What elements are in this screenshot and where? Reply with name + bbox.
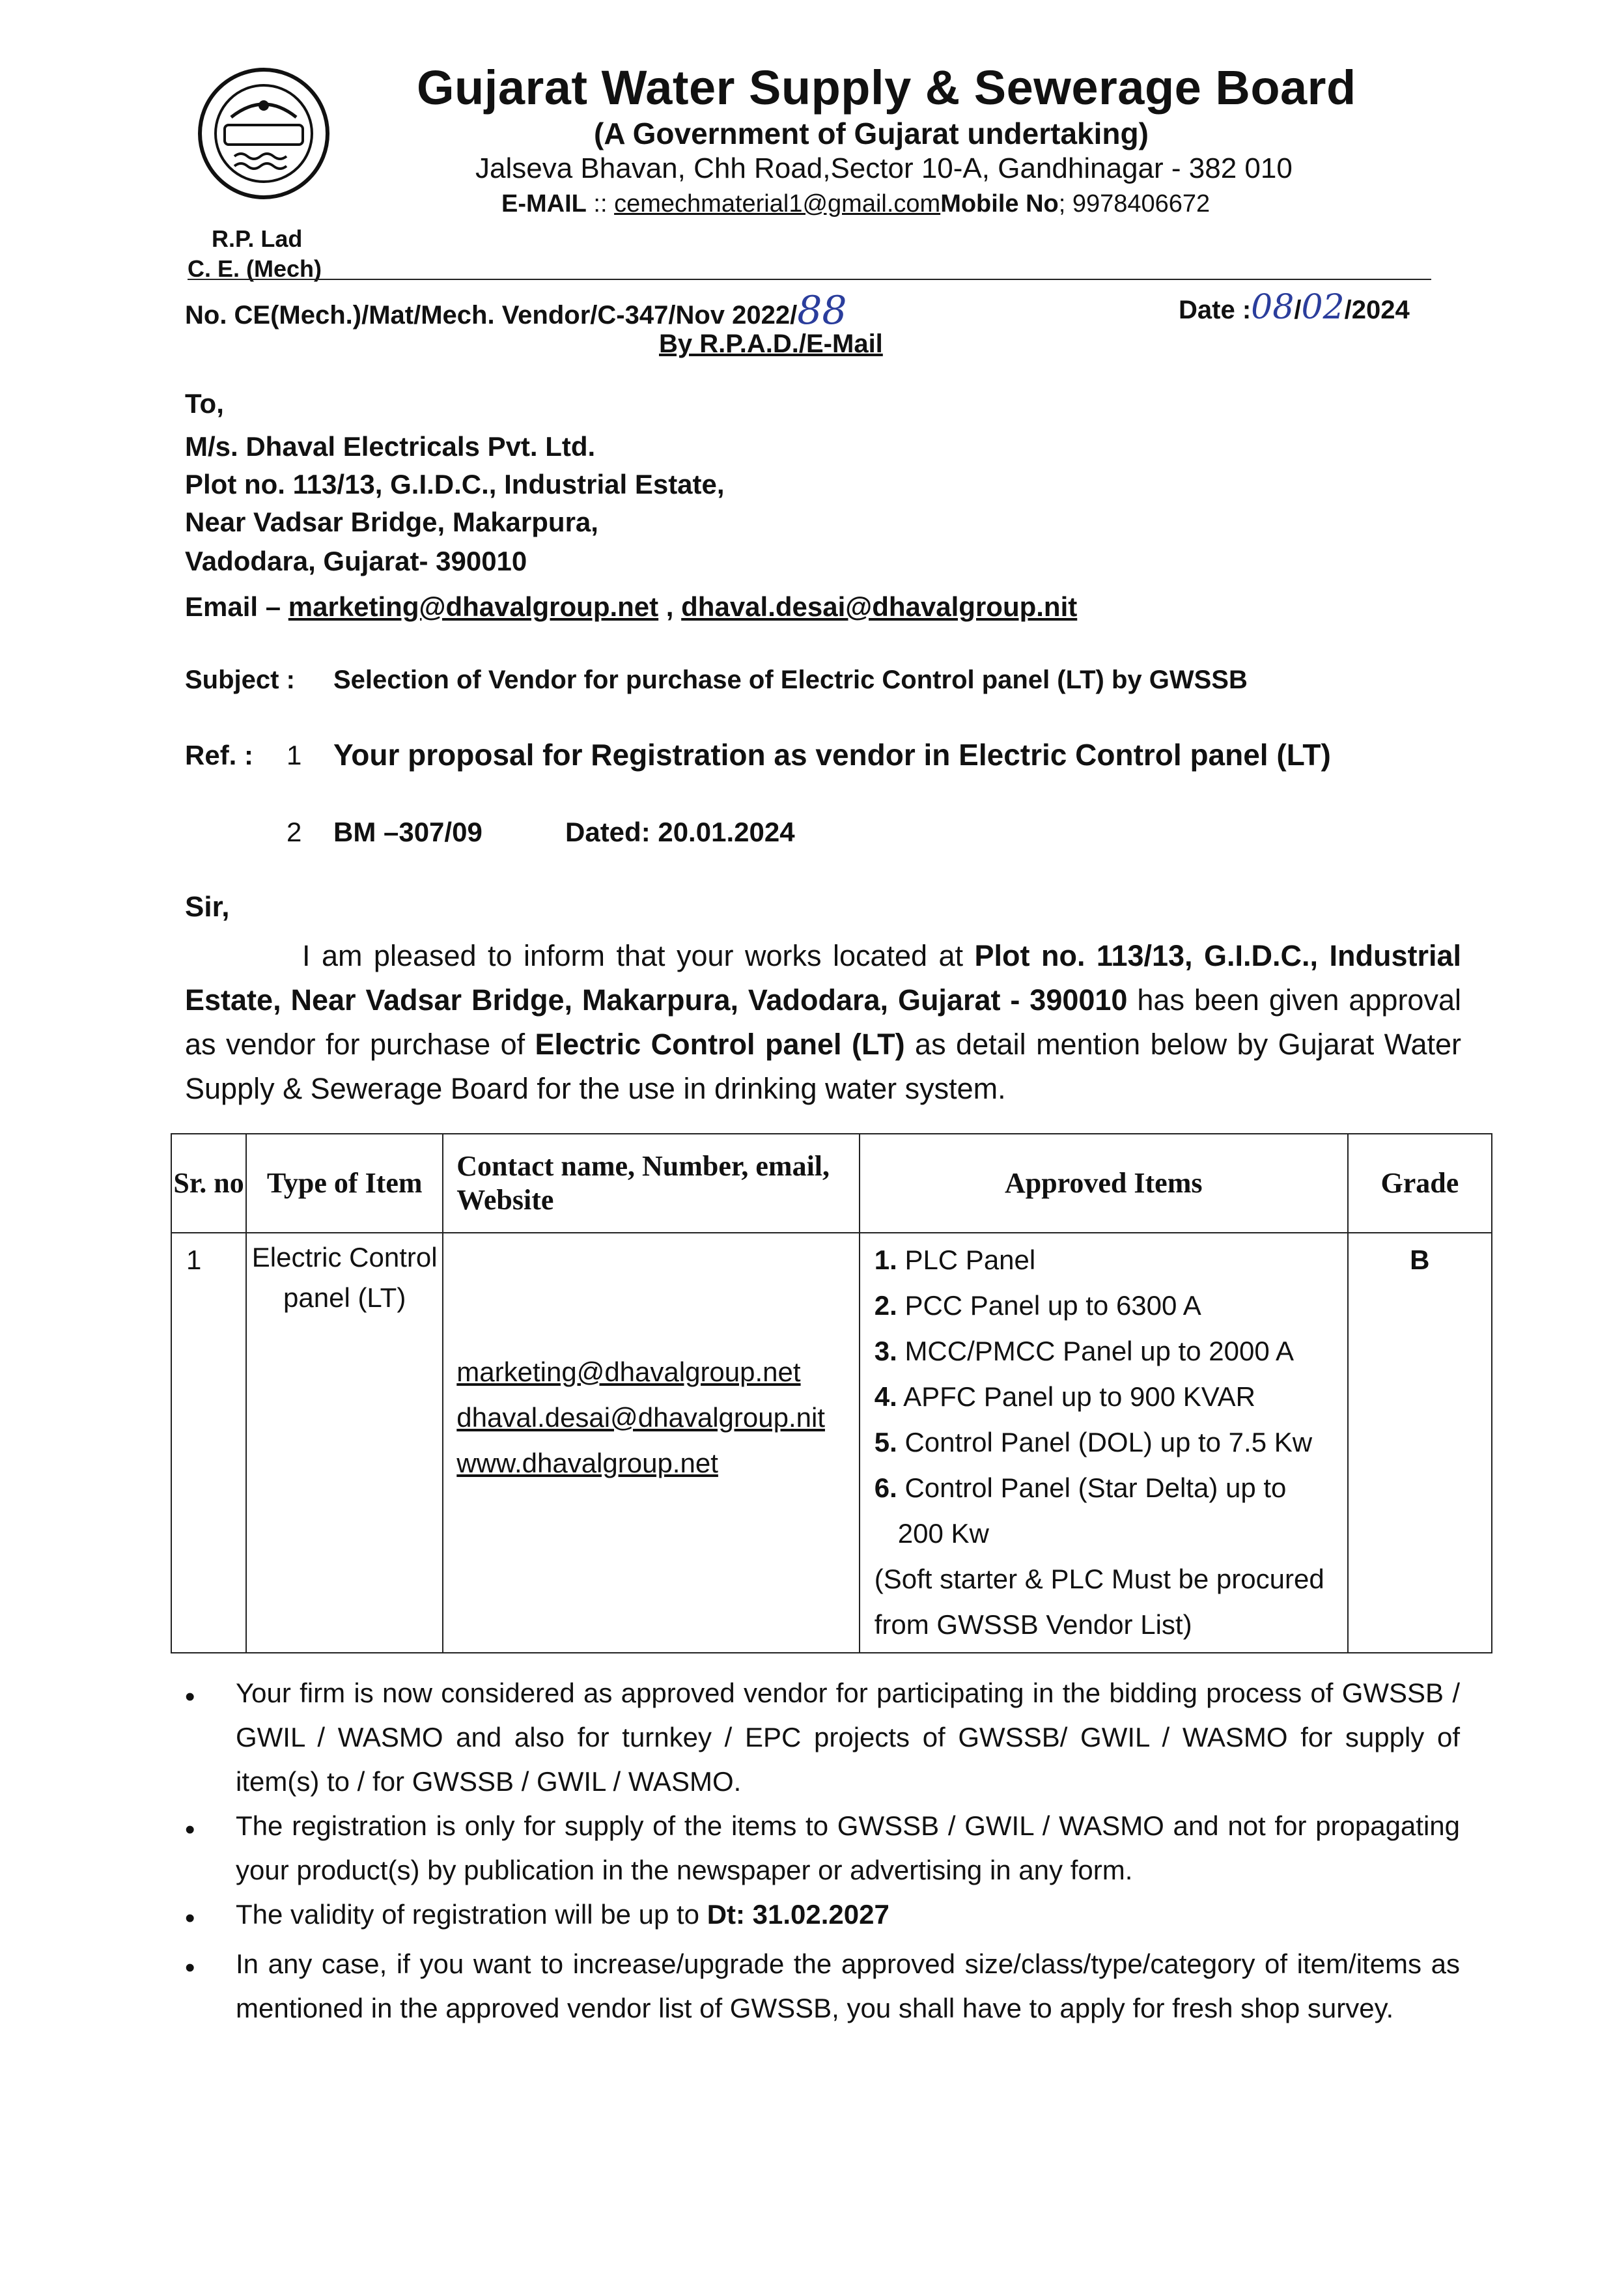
approved-item: 2. PCC Panel up to 6300 A — [874, 1290, 1201, 1321]
header-sr-no: Sr. no — [171, 1134, 246, 1233]
addressee-email-link-1[interactable]: marketing@dhavalgroup.net — [288, 591, 659, 622]
org-address: Jalseva Bhavan, Chh Road,Sector 10-A, Gandhinagar - 382 010 — [475, 152, 1293, 184]
org-email-link[interactable]: cemechmaterial1@gmail.com — [614, 190, 941, 218]
cell-approved-items — [860, 1233, 1348, 1653]
body-text: as detail mention below by Gujarat Water Supply & Sewerage Board for the use in drinking water system. — [185, 1028, 1461, 1105]
header-type-of-item: Type of Item — [246, 1134, 443, 1233]
cell-type-of-item: Electric Control panel (LT) — [246, 1233, 443, 1653]
contact-email-link-1[interactable]: marketing@dhavalgroup.net — [456, 1357, 801, 1387]
header-approved-items: Approved Items — [860, 1134, 1348, 1233]
bullet-icon: • — [185, 1681, 195, 1713]
subject-text: Selection of Vendor for purchase of Electric Control panel (LT) by GWSSB — [333, 666, 1248, 694]
addressee-email-separator: , — [658, 591, 682, 622]
reference-number-handwritten: 88 — [797, 288, 847, 333]
approved-item: 5. Control Panel (DOL) up to 7.5 Kw — [874, 1427, 1313, 1457]
approved-item: 4. APFC Panel up to 900 KVAR — [874, 1381, 1255, 1412]
cell-sr-no: 1 — [171, 1233, 246, 1653]
addressee-line: Vadodara, Gujarat- 390010 — [185, 546, 527, 576]
subject-label: Subject : — [185, 666, 295, 694]
email-separator: :: — [586, 190, 615, 218]
org-title: Gujarat Water Supply & Sewerage Board — [417, 61, 1356, 115]
org-contact-line — [501, 190, 1210, 218]
contact-website-link[interactable]: www.dhavalgroup.net — [456, 1448, 718, 1478]
addressee-line: Near Vadsar Bridge, Makarpura, — [185, 507, 598, 537]
to-label: To, — [185, 388, 224, 419]
ref-2-text: BM –307/09 — [333, 817, 483, 847]
approved-item: 3. MCC/PMCC Panel up to 2000 A — [874, 1336, 1295, 1366]
bullet-approved-vendor: Your firm is now considered as approved vendor for participating in the bidding process of GWSSB / GWIL / WASMO and also for turnkey / EPC projects of GWSSB/ GWIL / WASMO for supply of item(s) to / for GWSSB / GWIL / WASMO. — [236, 1678, 1460, 1797]
ref-label: Ref. : — [185, 740, 253, 770]
table-header-row — [171, 1134, 1492, 1233]
ref-2-number: 2 — [287, 817, 302, 847]
date-year: /2024 — [1344, 296, 1410, 324]
body-works-location: Plot no. 113/13, G.I.D.C., Industrial Estate, Near Vadsar Bridge, Makarpura, Vadodara, Gujarat - 390010 — [185, 939, 1462, 1017]
body-text: I am pleased to inform that your works located at — [302, 939, 975, 972]
addressee-line: M/s. Dhaval Electricals Pvt. Ltd. — [185, 431, 596, 462]
date-separator: / — [1294, 296, 1302, 324]
addressee-line: Plot no. 113/13, G.I.D.C., Industrial Estate, — [185, 469, 725, 499]
bullet-icon: • — [185, 1952, 195, 1984]
mobile-label: Mobile No — [940, 190, 1059, 218]
approval-table — [171, 1133, 1492, 1653]
addressee-email-label: Email – — [185, 591, 288, 622]
table-row — [171, 1233, 1492, 1653]
body-paragraph — [185, 934, 1461, 1111]
org-subtitle: (A Government of Gujarat undertaking) — [594, 117, 1149, 150]
body-text: has been given approval as vendor for purchase of — [185, 983, 1461, 1061]
header-contact: Contact name, Number, email, Website — [443, 1134, 859, 1233]
validity-date: Dt: 31.02.2027 — [707, 1899, 889, 1930]
approved-item: 6. Control Panel (Star Delta) up to 200 Kw — [874, 1472, 1287, 1549]
date-day-handwritten: 08 — [1251, 288, 1295, 327]
reference-number-text: No. CE(Mech.)/Mat/Mech. Vendor/C-347/Nov 2022/ — [185, 301, 798, 330]
bullet-icon: • — [185, 1814, 195, 1846]
signer-name: R.P. Lad — [212, 225, 303, 252]
approved-item: 1. PLC Panel — [874, 1244, 1036, 1275]
date-label: Date : — [1179, 296, 1252, 324]
contact-email-link-2[interactable]: dhaval.desai@dhavalgroup.nit — [456, 1402, 825, 1433]
bullet-validity: The validity of registration will be up to Dt: 31.02.2027 — [236, 1899, 889, 1930]
addressee-email-line — [185, 591, 1077, 623]
dispatch-mode: By R.P.A.D./E-Mail — [659, 330, 883, 358]
cell-contact — [443, 1233, 859, 1653]
approved-items-note: (Soft starter & PLC Must be procured from GWSSB Vendor List) — [874, 1564, 1324, 1640]
ref-2-date: Dated: 20.01.2024 — [565, 817, 795, 847]
bullet-upgrade: In any case, if you want to increase/upgrade the approved size/class/type/category of item/items as mentioned in the approved vendor list of GWSSB, you shall have to apply for fresh shop survey. — [236, 1948, 1460, 2023]
signer-post: C. E. (Mech) — [188, 255, 322, 282]
header-divider — [188, 279, 1431, 280]
mobile-number: ; 9978406672 — [1058, 190, 1211, 218]
reference-number — [185, 288, 847, 333]
date-month-handwritten: 02 — [1301, 288, 1345, 327]
bullet-icon: • — [185, 1902, 195, 1934]
gwssb-seal-logo — [195, 65, 332, 202]
header-grade: Grade — [1348, 1134, 1492, 1233]
addressee-email-link-2[interactable]: dhaval.desai@dhavalgroup.nit — [681, 591, 1078, 622]
ref-1-number: 1 — [287, 740, 302, 770]
ref-1-text: Your proposal for Registration as vendor in Electric Control panel (LT) — [333, 738, 1331, 772]
email-label: E-MAIL — [501, 190, 587, 218]
salutation: Sir, — [185, 891, 230, 923]
cell-grade: B — [1348, 1233, 1492, 1653]
letter-date — [1179, 288, 1410, 327]
bullet-registration-scope: The registration is only for supply of the items to GWSSB / GWIL / WASMO and not for propagating your product(s) by publication in the newspaper or advertising in any form. — [236, 1810, 1460, 1885]
body-item-name: Electric Control panel (LT) — [535, 1028, 905, 1061]
